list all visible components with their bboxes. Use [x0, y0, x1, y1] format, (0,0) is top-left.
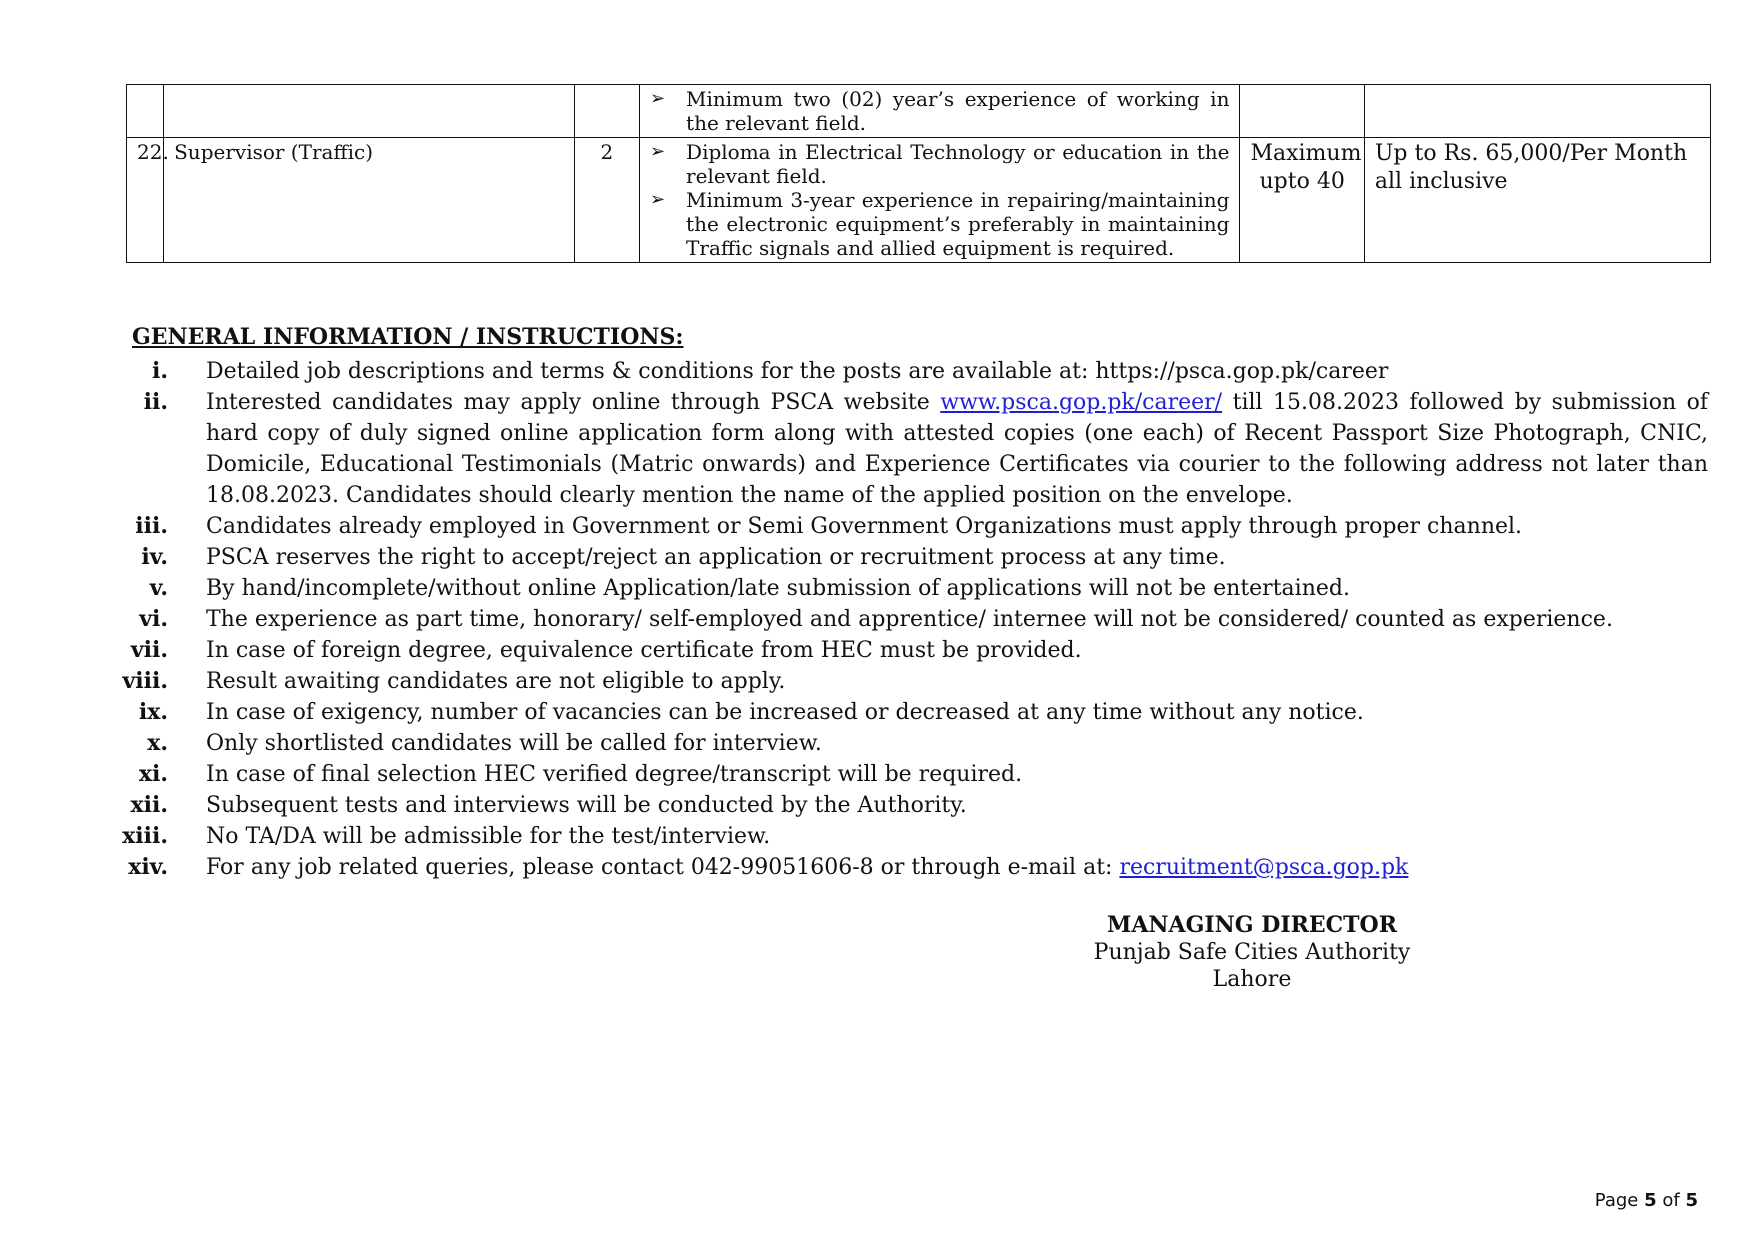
item-text: Interested candidates may apply online through PSCA website www.psca.gop.pk/career/ till 15.08.2023 followed by submission of hard copy of duly signed online application form along with attested copies (one each) of Recent Passport Size Photograph, CNIC, Domicile, Educational Testimonials (Matric onwards) and Experience Certificates via courier to the following address not later than 18.08.2023. Candidates should clearly mention the name of the applied position on the envelope.: [206, 390, 1708, 508]
age-cell: Maximum upto 40: [1240, 138, 1364, 263]
item-text: Result awaiting candidates are not eligible to apply.: [206, 669, 786, 694]
item-text: Detailed job descriptions and terms & conditions for the posts are available at: https://psca.gop.pk/career: [206, 359, 1389, 384]
item-text: In case of exigency, number of vacancies can be increased or decreased at any time without any notice.: [206, 700, 1364, 725]
career-link[interactable]: www.psca.gop.pk/career/: [940, 390, 1223, 415]
item-number: xi.: [138, 761, 168, 787]
pay-cell: Up to Rs. 65,000/Per Month all inclusive: [1364, 138, 1710, 263]
item-number: xiv.: [128, 854, 168, 880]
instructions-list: [120, 356, 1708, 883]
arrow-bullet-icon: ➢: [650, 88, 666, 109]
general-info-heading: GENERAL INFORMATION / INSTRUCTIONS:: [132, 324, 684, 350]
page-number: Page 5 of 5: [1594, 1190, 1698, 1211]
list-item: [120, 666, 1708, 697]
email-link[interactable]: recruitment@psca.gop.pk: [1119, 855, 1409, 880]
table-row: [127, 85, 1711, 138]
item-number: ii.: [143, 389, 168, 415]
item-text: Subsequent tests and interviews will be conducted by the Authority.: [206, 793, 967, 818]
item-number: iii.: [135, 513, 168, 539]
jobs-table: [126, 84, 1711, 263]
count-cell: 2: [574, 138, 639, 263]
item-number: vii.: [130, 637, 168, 663]
qualification-bullet: ➢ Diploma in Electrical Technology or education in the relevant field.: [650, 140, 1230, 188]
signature-block: [1052, 912, 1452, 993]
arrow-bullet-icon: ➢: [650, 141, 666, 162]
item-number: vi.: [139, 606, 168, 632]
count-cell: [574, 85, 639, 138]
sr-no-cell: 22.: [127, 138, 164, 263]
item-number: i.: [151, 358, 168, 384]
item-number: viii.: [122, 668, 168, 694]
post-cell: Supervisor (Traffic): [164, 138, 574, 263]
item-text: Candidates already employed in Government or Semi Government Organizations must apply through proper channel.: [206, 514, 1523, 539]
list-item: [120, 356, 1708, 387]
signatory-title: MANAGING DIRECTOR: [1107, 912, 1397, 938]
list-item: [120, 604, 1708, 635]
list-item: [120, 511, 1708, 542]
age-cell: [1240, 85, 1364, 138]
list-item: [120, 635, 1708, 666]
item-number: xiii.: [122, 823, 168, 849]
item-text: In case of final selection HEC verified degree/transcript will be required.: [206, 762, 1023, 787]
item-number: ix.: [138, 699, 168, 725]
signatory-city: Lahore: [1212, 967, 1292, 992]
qualification-bullet: ➢ Minimum 3-year experience in repairing/maintaining the electronic equipment’s preferably in maintaining Traffic signals and allied equipment is required.: [650, 188, 1230, 260]
table-row: [127, 138, 1711, 263]
list-item: [120, 387, 1708, 511]
arrow-bullet-icon: ➢: [650, 189, 666, 210]
list-item: [120, 573, 1708, 604]
signatory-organization: Punjab Safe Cities Authority: [1093, 940, 1411, 965]
item-number: x.: [147, 730, 168, 756]
item-text: By hand/incomplete/without online Application/late submission of applications will not be entertained.: [206, 576, 1350, 601]
item-text: The experience as part time, honorary/ self-employed and apprentice/ internee will not be considered/ counted as experience.: [206, 607, 1613, 632]
item-number: xii.: [130, 792, 168, 818]
sr-no-cell: [127, 85, 164, 138]
item-text: Only shortlisted candidates will be called for interview.: [206, 731, 822, 756]
list-item: [120, 759, 1708, 790]
item-text: For any job related queries, please contact 042-99051606-8 or through e-mail at: recruitment@psca.gop.pk: [206, 855, 1409, 880]
list-item: [120, 821, 1708, 852]
qualification-bullet: ➢ Minimum two (02) year’s experience of working in the relevant field.: [650, 87, 1230, 135]
item-number: iv.: [141, 544, 168, 570]
item-text: PSCA reserves the right to accept/reject an application or recruitment process at any time.: [206, 545, 1226, 570]
list-item: [120, 542, 1708, 573]
qualification-cell: [640, 85, 1240, 138]
pay-cell: [1364, 85, 1710, 138]
item-text: No TA/DA will be admissible for the test/interview.: [206, 824, 771, 849]
list-item: [120, 852, 1708, 883]
post-cell: [164, 85, 574, 138]
list-item: [120, 728, 1708, 759]
item-number: v.: [149, 575, 168, 601]
qualification-cell: [640, 138, 1240, 263]
item-text: In case of foreign degree, equivalence certificate from HEC must be provided.: [206, 638, 1082, 663]
list-item: [120, 697, 1708, 728]
list-item: [120, 790, 1708, 821]
